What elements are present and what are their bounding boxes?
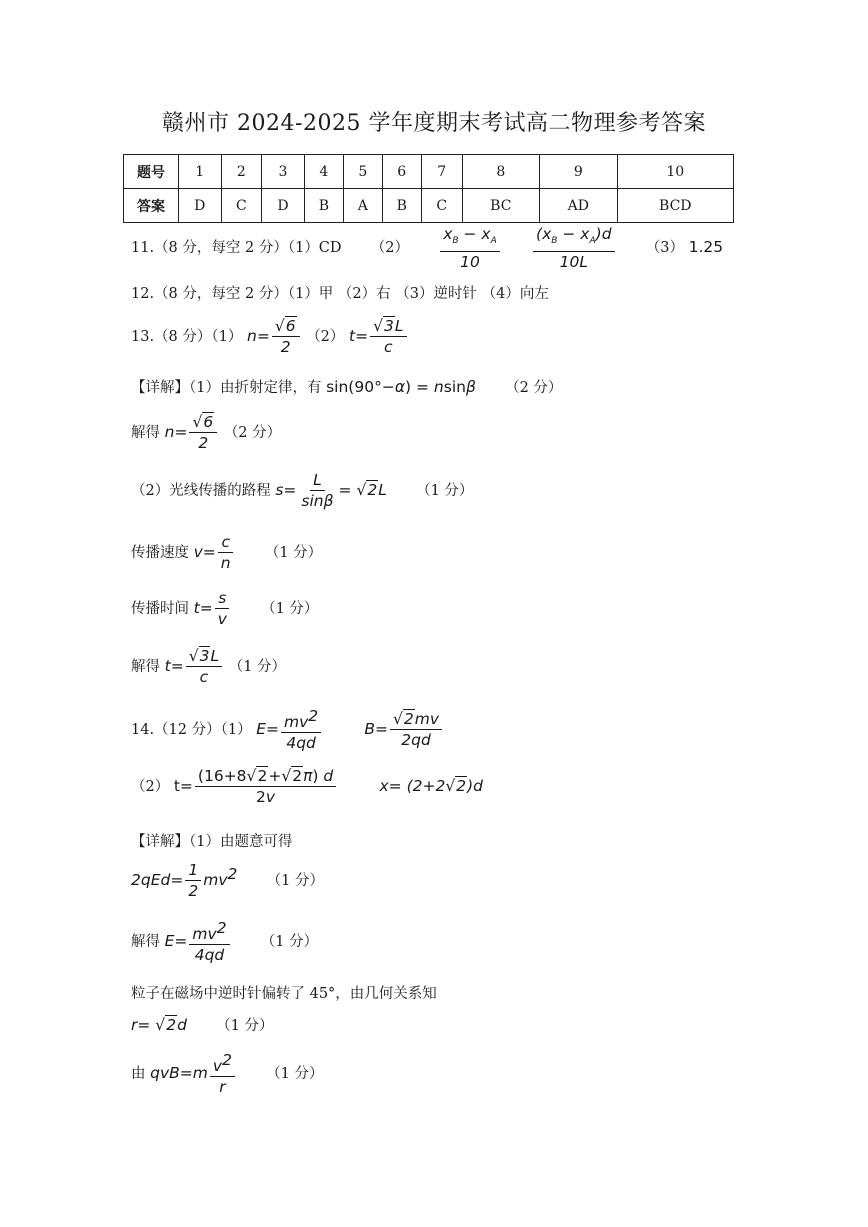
question-number: 3 bbox=[262, 155, 305, 189]
d13-text: （2）光线传播的路程 bbox=[131, 483, 271, 499]
refraction-formula: sin(90°−α) = nsinβ bbox=[326, 378, 476, 396]
q14-line-2 bbox=[131, 766, 483, 807]
d13-text: 解得 bbox=[131, 425, 160, 441]
question-number: 10 bbox=[617, 155, 733, 189]
question-number: 2 bbox=[221, 155, 262, 189]
d13-text: 传播速度 bbox=[131, 545, 189, 561]
score-label: （1 分） bbox=[266, 873, 324, 889]
answer-cell: AD bbox=[539, 189, 617, 223]
q14-label: 14.（12 分）（1） bbox=[131, 722, 252, 739]
q11-line bbox=[131, 224, 723, 272]
result-formula: n= $\frac{√6}{2}$ bbox=[165, 423, 220, 441]
d13-text: 解得 bbox=[131, 659, 160, 675]
question-number: 1 bbox=[179, 155, 222, 189]
answer-cell: B bbox=[382, 189, 421, 223]
score-label: （1 分） bbox=[264, 545, 323, 561]
d14-line-3 bbox=[131, 918, 318, 965]
question-number: 4 bbox=[304, 155, 343, 189]
answer-cell: D bbox=[262, 189, 305, 223]
q13-line bbox=[131, 316, 409, 357]
q11-answer-3: 1.25 bbox=[688, 238, 724, 257]
energy-formula: 2qEd= $\frac{1}{2}$ $mv^2$ bbox=[131, 861, 238, 900]
question-number: 7 bbox=[421, 155, 462, 189]
d14-line-5 bbox=[131, 1014, 273, 1035]
answer-cell: A bbox=[343, 189, 382, 223]
answer-cell: D bbox=[179, 189, 222, 223]
time-result-formula: t= $\frac{√3L}{c}$ bbox=[165, 657, 224, 675]
d13-text: 传播时间 bbox=[131, 601, 189, 617]
question-number: 5 bbox=[343, 155, 382, 189]
q13-formula-1: n= $\frac{√6}{2}$ bbox=[247, 327, 302, 345]
table-header: 题号 bbox=[124, 155, 179, 189]
answer-cell: B bbox=[304, 189, 343, 223]
q14-formula-x: x= (2+2√2)d bbox=[379, 777, 483, 795]
d13-line-2 bbox=[131, 412, 281, 453]
q14-part2-label: （2） bbox=[131, 779, 170, 795]
answer-cell: C bbox=[221, 189, 262, 223]
lorentz-formula: qvB=m $\frac{v^2}{r}$ bbox=[150, 1064, 237, 1082]
q13-part2-label: （2） bbox=[306, 329, 345, 345]
d14-line-1: 【详解】（1）由题意可得 bbox=[131, 834, 293, 850]
question-number: 8 bbox=[462, 155, 539, 189]
d14-text: 由 bbox=[131, 1066, 146, 1083]
answer-cell: C bbox=[421, 189, 462, 223]
radius-formula: r= √2d bbox=[131, 1016, 187, 1034]
q13-label: 13.（8 分）（1） bbox=[131, 329, 243, 345]
q11-formula-2: $\frac{(x_B - x_A)d}{10L}$ bbox=[533, 224, 615, 272]
score-label: （1 分） bbox=[266, 1066, 324, 1083]
table-header: 答案 bbox=[124, 189, 179, 223]
score-label: （1 分） bbox=[228, 659, 287, 675]
question-number: 6 bbox=[382, 155, 421, 189]
answer-cell: BCD bbox=[617, 189, 733, 223]
path-formula: s= $\frac{L}{\sin\beta}$ = √2L bbox=[275, 471, 387, 510]
table-row bbox=[124, 189, 734, 223]
page-title: 赣州市 2024-2025 学年度期末考试高二物理参考答案 bbox=[162, 111, 706, 136]
answer-table bbox=[123, 154, 734, 223]
score-label: （1 分） bbox=[260, 934, 319, 951]
d14-line-2 bbox=[131, 860, 324, 901]
d14-line-4: 粒子在磁场中逆时针偏转了 45°，由几何关系知 bbox=[131, 986, 437, 1002]
d13-text: 【详解】（1）由折射定律，有 bbox=[131, 380, 322, 396]
score-label: （2 分） bbox=[223, 425, 282, 441]
question-number: 9 bbox=[539, 155, 617, 189]
q11-formula-1: $\frac{x_B - x_A}{10}$ bbox=[440, 224, 500, 272]
d13-line-6 bbox=[131, 646, 286, 687]
d13-line-5 bbox=[131, 588, 318, 629]
q12-line: 12.（8 分，每空 2 分）（1）甲 （2）右 （3）逆时针 （4）向左 bbox=[131, 286, 549, 302]
score-label: （1 分） bbox=[416, 483, 474, 499]
d14-line-6 bbox=[131, 1050, 324, 1097]
d14-text: 解得 bbox=[131, 934, 160, 951]
answer-cell: BC bbox=[462, 189, 539, 223]
d13-line-3 bbox=[131, 470, 473, 511]
field-result-formula: E= $\frac{mv^2}{4qd}$ bbox=[165, 932, 232, 950]
q14-formula-t: t= $\frac{(16+8√2+√2\pi) d}{2v}$ bbox=[174, 777, 338, 795]
q14-formula-e: E= $\frac{mv^2}{4qd}$ bbox=[256, 720, 323, 738]
table-row bbox=[124, 155, 734, 189]
q14-formula-b: B= $\frac{√2mv}{2qd}$ bbox=[364, 720, 444, 738]
q14-line-1 bbox=[131, 706, 444, 753]
time-formula: t= $\frac{s}{v}$ bbox=[194, 599, 232, 617]
d13-line-1 bbox=[131, 376, 562, 397]
q11-part3-label: （3） bbox=[645, 240, 684, 257]
speed-formula: v= $\frac{c}{n}$ bbox=[194, 543, 236, 561]
q11-part2-label: （2） bbox=[370, 240, 409, 257]
q13-formula-2: t= $\frac{√3L}{c}$ bbox=[349, 327, 408, 345]
score-label: （1 分） bbox=[216, 1018, 274, 1034]
score-label: （2 分） bbox=[505, 380, 563, 396]
q11-label: 11.（8 分，每空 2 分）（1）CD bbox=[131, 240, 342, 257]
d13-line-4 bbox=[131, 532, 322, 573]
score-label: （1 分） bbox=[261, 601, 319, 617]
